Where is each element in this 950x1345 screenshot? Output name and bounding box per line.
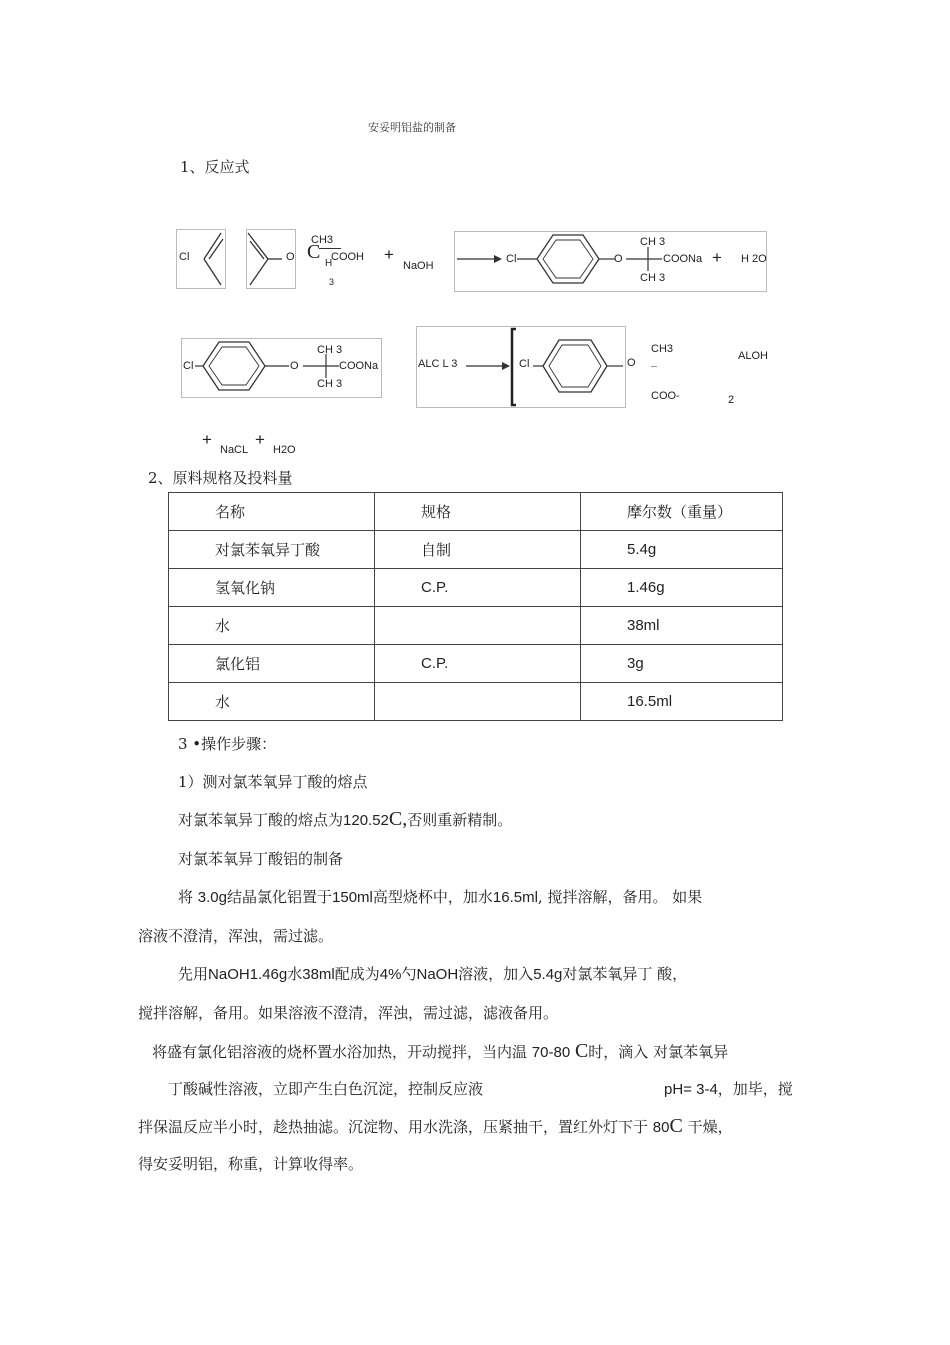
aloh-label: ALOH xyxy=(738,350,768,362)
h-label: H xyxy=(325,258,333,269)
cell-spec: C.P. xyxy=(375,645,581,683)
table-header-row xyxy=(169,493,783,531)
table-row xyxy=(169,569,783,607)
product-cl-label: Cl xyxy=(506,253,517,265)
bond-line xyxy=(319,248,341,249)
section-2-heading: 2、原料规格及投料量 xyxy=(148,469,293,487)
cell-name: 氢氧化钠 xyxy=(169,569,375,607)
subscript-3: 3 xyxy=(329,277,335,287)
o-label-2: O xyxy=(290,360,299,372)
materials-table xyxy=(168,492,783,721)
paragraph-2-line-1: 先用NaOH1.46g水38ml配成为4%勺NaOH溶液，加入5.4g对氯苯氧异丁 酸， xyxy=(178,965,688,983)
cell-amount: 5.4g xyxy=(581,531,783,569)
cl-label-2: Cl xyxy=(183,360,194,372)
paragraph-2-line-2: 搅拌溶解，备用。如果溶液不澄清，浑浊，需过滤，滤液备用。 xyxy=(138,1004,559,1022)
cell-amount: 1.46g xyxy=(581,569,783,607)
table-row xyxy=(169,607,783,645)
document-title: 安妥明铝盐的制备 xyxy=(368,121,456,134)
table-row xyxy=(169,683,783,721)
cell-spec xyxy=(375,683,581,721)
cell-spec: 自制 xyxy=(375,531,581,569)
cl-label: Cl xyxy=(179,251,190,263)
ch3-bottom-label-2: CH 3 xyxy=(317,378,343,390)
product-coona-label: COONa xyxy=(663,253,703,265)
cell-amount: 38ml xyxy=(581,607,783,645)
paragraph-1-line-1: 将 3.0g结晶氯化铝置于150ml高型烧杯中，加水16.5ml, 搅拌溶解，备用。 如果 xyxy=(178,888,703,906)
step-1-title: 1）测对氯苯氧异丁酸的熔点 xyxy=(178,773,368,791)
plus-sign-2: + xyxy=(712,248,722,267)
cell-name: 氯化铝 xyxy=(169,645,375,683)
cell-spec: C.P. xyxy=(375,569,581,607)
product-2-o-label: O xyxy=(627,357,636,369)
o-label: O xyxy=(286,251,295,263)
subscript-2: 2 xyxy=(728,394,735,406)
header-spec: 规格 xyxy=(375,493,581,531)
cell-name: 水 xyxy=(169,607,375,645)
naoh-label: NaOH xyxy=(403,260,434,272)
header-name: 名称 xyxy=(169,493,375,531)
header-amount: 摩尔数（重量） xyxy=(581,493,783,531)
product-ch3-top-label: CH 3 xyxy=(640,236,666,248)
product-2-coo-label: COO- xyxy=(651,390,680,402)
alcl3-label: ALC L 3 xyxy=(418,358,458,370)
cell-name: 对氯苯氧异丁酸 xyxy=(169,531,375,569)
plus-sign-4: + xyxy=(255,430,265,449)
plus-sign-3: + xyxy=(202,430,212,449)
melting-point-line: 对氯苯氧异丁酸的熔点为120.52C,否则重新精制。 xyxy=(178,808,513,830)
ch3-top-label-2: CH 3 xyxy=(317,344,343,356)
coona-label-2: COONa xyxy=(339,360,379,372)
paragraph-3-line-1: 将盛有氯化铝溶液的烧杯置水浴加热，开动搅拌，当内温 70-80 C时，滴入 对氯苯氧异 xyxy=(152,1040,729,1062)
table-row xyxy=(169,531,783,569)
cell-amount: 16.5ml xyxy=(581,683,783,721)
cell-amount: 3g xyxy=(581,645,783,683)
product-2-ch3-label: CH3 xyxy=(651,343,674,355)
ch3-label: CH3 xyxy=(311,234,334,246)
paragraph-3-line-2b: pH= 3-4，加毕，搅 xyxy=(664,1080,793,1098)
h2o-label: H 2O xyxy=(741,253,767,265)
paragraph-3-line-3: 拌保温反应半小时，趁热抽滤。沉淀物、用水洗涤，压紧抽干，置红外灯下于 80C 干燥， xyxy=(138,1115,733,1137)
product-ch3-bottom-label: CH 3 xyxy=(640,272,666,284)
h2o-label-2: H2O xyxy=(273,444,296,456)
product-2-cl-label: Cl xyxy=(519,358,530,370)
product-o-label: O xyxy=(614,253,623,265)
paragraph-3-line-2a: 丁酸碱性溶液，立即产生白色沉淀，控制反应液 xyxy=(168,1080,484,1098)
section-1-heading: 1、反应式 xyxy=(180,158,250,176)
table-row xyxy=(169,645,783,683)
nacl-label: NaCL xyxy=(220,444,249,456)
paragraph-1-line-2: 溶液不澄清，浑浊，需过滤。 xyxy=(138,927,334,945)
plus-sign: + xyxy=(384,245,394,264)
carbon-label: C xyxy=(307,241,321,263)
dash-mark xyxy=(651,366,657,367)
cell-spec xyxy=(375,607,581,645)
prep-title: 对氯苯氧异丁酸铝的制备 xyxy=(178,850,344,868)
section-3-heading: 3 •操作步骤： xyxy=(178,735,277,753)
paragraph-3-line-4: 得安妥明铝，称重，计算收得率。 xyxy=(138,1155,364,1173)
cooh-label: COOH xyxy=(331,251,364,263)
cell-name: 水 xyxy=(169,683,375,721)
